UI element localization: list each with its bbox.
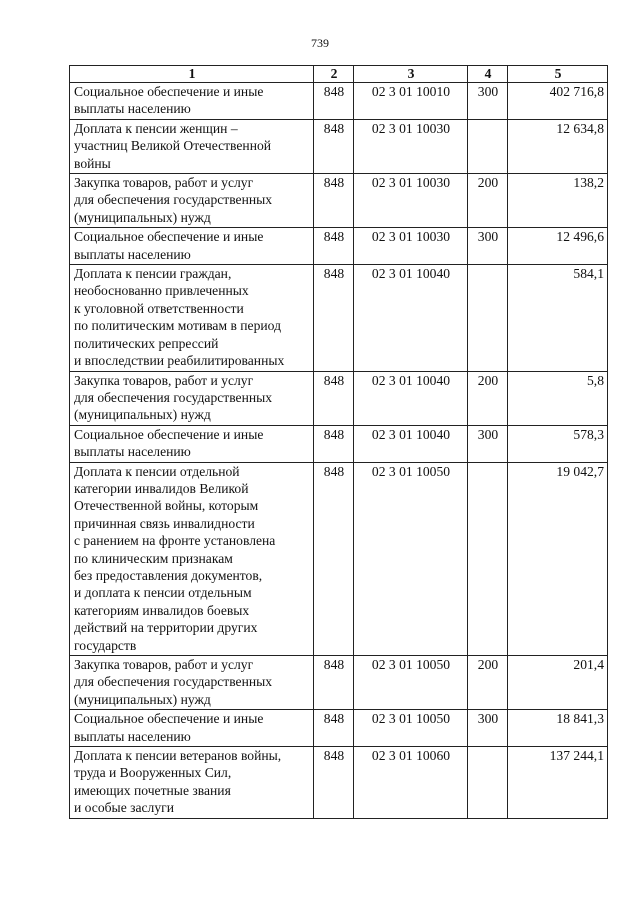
row-description: Социальное обеспечение и иные выплаты населению — [70, 228, 314, 265]
table-row — [70, 462, 608, 655]
row-expense-type: 300 — [468, 228, 508, 265]
row-description: Доплата к пенсии граждан, необоснованно привлеченных к уголовной ответственности по политическим мотивам в период политических репрессий и впоследствии реабилитированных — [70, 265, 314, 371]
table-row — [70, 174, 608, 228]
row-target-article: 02 3 01 10030 — [354, 174, 468, 228]
row-amount: 19 042,7 — [508, 462, 608, 655]
row-target-article: 02 3 01 10040 — [354, 425, 468, 462]
page-number: 739 — [311, 36, 329, 50]
row-expense-type — [468, 462, 508, 655]
row-expense-type: 200 — [468, 656, 508, 710]
row-amount: 201,4 — [508, 656, 608, 710]
row-agency-code: 848 — [314, 119, 354, 173]
row-agency-code: 848 — [314, 462, 354, 655]
row-target-article: 02 3 01 10050 — [354, 656, 468, 710]
row-amount: 5,8 — [508, 371, 608, 425]
row-agency-code: 848 — [314, 174, 354, 228]
row-expense-type: 300 — [468, 710, 508, 747]
row-target-article: 02 3 01 10030 — [354, 119, 468, 173]
table-row — [70, 265, 608, 371]
row-target-article: 02 3 01 10040 — [354, 265, 468, 371]
table-row — [70, 425, 608, 462]
row-agency-code: 848 — [314, 425, 354, 462]
column-header-3: 3 — [354, 66, 468, 83]
row-agency-code: 848 — [314, 747, 354, 819]
table-row — [70, 228, 608, 265]
table-row — [70, 371, 608, 425]
row-amount: 12 634,8 — [508, 119, 608, 173]
row-description: Доплата к пенсии отдельной категории инвалидов Великой Отечественной войны, которым причинная связь инвалидности с ранением на фронте установлена по клиническим признакам без предоставления документов, и доплата к пенсии отдельным категориям инвалидов боевых действий на территории других государств — [70, 462, 314, 655]
row-description: Доплата к пенсии женщин – участниц Великой Отечественной войны — [70, 119, 314, 173]
row-agency-code: 848 — [314, 83, 354, 120]
column-header-1: 1 — [70, 66, 314, 83]
table-row — [70, 83, 608, 120]
row-expense-type: 200 — [468, 174, 508, 228]
column-header-2: 2 — [314, 66, 354, 83]
row-agency-code: 848 — [314, 710, 354, 747]
column-header-5: 5 — [508, 66, 608, 83]
row-agency-code: 848 — [314, 228, 354, 265]
row-description: Доплата к пенсии ветеранов войны, труда и Вооруженных Сил, имеющих почетные звания и особые заслуги — [70, 747, 314, 819]
row-description: Социальное обеспечение и иные выплаты населению — [70, 710, 314, 747]
row-amount: 584,1 — [508, 265, 608, 371]
row-expense-type — [468, 747, 508, 819]
row-target-article: 02 3 01 10010 — [354, 83, 468, 120]
row-description: Закупка товаров, работ и услуг для обеспечения государственных (муниципальных) нужд — [70, 371, 314, 425]
row-expense-type: 300 — [468, 83, 508, 120]
table-row — [70, 710, 608, 747]
row-description: Закупка товаров, работ и услуг для обеспечения государственных (муниципальных) нужд — [70, 656, 314, 710]
row-target-article: 02 3 01 10040 — [354, 371, 468, 425]
row-amount: 578,3 — [508, 425, 608, 462]
row-description: Социальное обеспечение и иные выплаты населению — [70, 83, 314, 120]
row-target-article: 02 3 01 10050 — [354, 710, 468, 747]
row-target-article: 02 3 01 10050 — [354, 462, 468, 655]
row-expense-type — [468, 265, 508, 371]
table-row — [70, 656, 608, 710]
row-amount: 18 841,3 — [508, 710, 608, 747]
row-agency-code: 848 — [314, 265, 354, 371]
row-amount: 402 716,8 — [508, 83, 608, 120]
row-amount: 138,2 — [508, 174, 608, 228]
table-header-row — [70, 66, 608, 83]
table-row — [70, 119, 608, 173]
row-target-article: 02 3 01 10060 — [354, 747, 468, 819]
row-expense-type: 300 — [468, 425, 508, 462]
row-agency-code: 848 — [314, 371, 354, 425]
row-amount: 137 244,1 — [508, 747, 608, 819]
row-description: Закупка товаров, работ и услуг для обеспечения государственных (муниципальных) нужд — [70, 174, 314, 228]
row-description: Социальное обеспечение и иные выплаты населению — [70, 425, 314, 462]
row-expense-type — [468, 119, 508, 173]
row-amount: 12 496,6 — [508, 228, 608, 265]
budget-table — [69, 65, 608, 819]
row-target-article: 02 3 01 10030 — [354, 228, 468, 265]
column-header-4: 4 — [468, 66, 508, 83]
row-expense-type: 200 — [468, 371, 508, 425]
table-row — [70, 747, 608, 819]
row-agency-code: 848 — [314, 656, 354, 710]
